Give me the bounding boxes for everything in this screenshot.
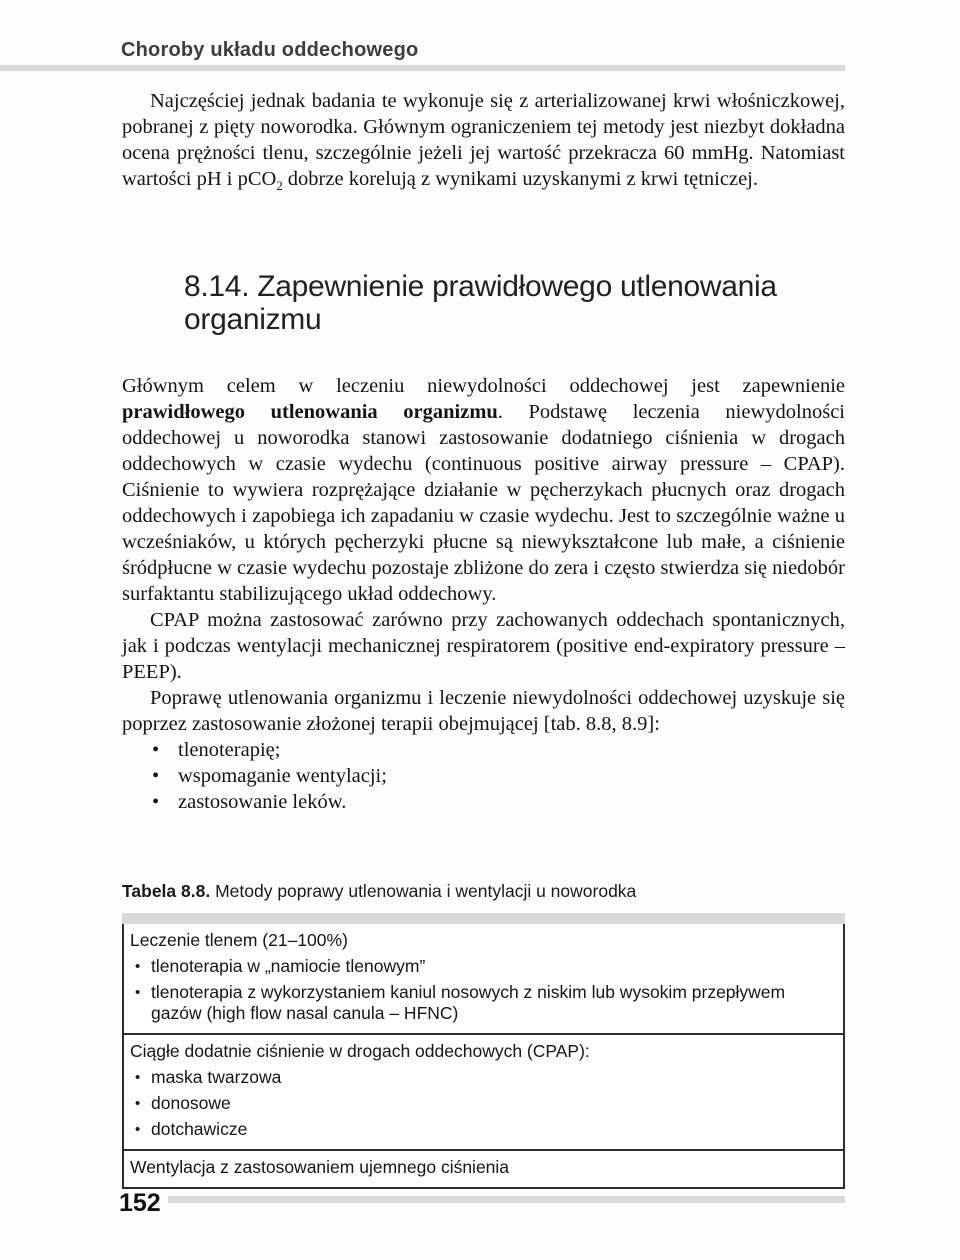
paragraph-text: Najczęściej jednak badania te wykonuje się z arterializowanej krwi włośniczkowej, pobranej z pięty noworodka. Głównym ograniczeniem tej metody jest niezbyt dokładna ocena prężności tlenu, szczególnie jeżeli jej wartość przekracza 60 mmHg. Natomiast wartości pH i pCO — [122, 90, 845, 190]
table-list-item: • donosowe — [130, 1093, 833, 1114]
list-item: • zastosowanie leków. — [122, 789, 845, 815]
paragraph-text: Głównym celem w leczeniu niewydolności oddechowej jest zapewnienie — [122, 375, 845, 397]
table-list-item: • tlenoterapia w „namiocie tlenowym” — [130, 956, 833, 977]
paragraph-text: dobrze korelują z wynikami uzyskanymi z krwi tętniczej. — [282, 168, 758, 190]
table-body — [122, 924, 845, 1189]
section-heading: 8.14. Zapewnienie prawidłowego utlenowania organizmu — [184, 270, 777, 336]
paragraph-text: . Podstawę leczenia niewydolności oddechowej u noworodka stanowi zastosowanie dodatniego ciśnienia w drogach oddechowych w czasie wydechu (continuous positive airway pressure – CPAP). Ciśnienie to wywiera rozprężające działanie w pęcherzykach płucnych oraz drogach oddechowych i zapobiega ich zapadaniu w czasie wydechu. Jest to szczególnie ważne u wcześniaków, u których pęcherzyki płucne są niewykształcone lub małe, a ciśnienie śródpłucne w czasie wydechu pozostaje zbliżone do zera i często stwierdza się niedobór surfaktantu stabilizującego układ oddechowy. — [122, 401, 845, 605]
body-paragraph: Poprawę utlenowania organizmu i leczenie niewydolności oddechowej uzyskuje się poprzez zastosowanie złożonej terapii obejmującej [tab. 8.8, 8.9]: — [122, 687, 845, 735]
body-text-block — [122, 373, 845, 815]
table-row — [124, 1035, 843, 1151]
table-caption — [122, 880, 636, 902]
running-head: Choroby układu oddechowego — [121, 39, 419, 61]
bullet-list — [122, 737, 845, 815]
table-row-list — [130, 1067, 833, 1140]
page-number: 152 — [119, 1189, 161, 1217]
footer-rule — [168, 1196, 845, 1203]
table-caption-label: Tabela 8.8. — [122, 881, 211, 901]
table-caption-text: Metody poprawy utlenowania i wentylacji u noworodka — [215, 881, 637, 901]
table-list-item: • dotchawicze — [130, 1119, 833, 1140]
table-list-item: • maska twarzowa — [130, 1067, 833, 1088]
body-paragraph — [122, 373, 845, 607]
body-paragraph — [122, 88, 845, 199]
body-paragraph: CPAP można zastosować zarówno przy zachowanych oddechach spontanicznych, jak i podczas wentylacji mechanicznej respiratorem (positive end-expiratory pressure – PEEP). — [122, 609, 845, 683]
table-row-title: Leczenie tlenem (21–100%) — [130, 930, 348, 950]
data-table — [122, 913, 845, 1189]
table-list-item: • tlenoterapia z wykorzystaniem kaniul nosowych z niskim lub wysokim przepływem gazów (high flow nasal canula – HFNC) — [130, 982, 833, 1024]
table-row — [124, 924, 843, 1035]
table-row-title: Ciągłe dodatnie ciśnienie w drogach oddechowych (CPAP): — [130, 1041, 590, 1061]
list-item: • tlenoterapię; — [122, 737, 845, 763]
table-row — [124, 1151, 843, 1187]
header-rule — [0, 65, 845, 71]
table-top-bar — [122, 913, 845, 924]
bold-text: prawidłowego utlenowania organizmu — [122, 401, 498, 423]
list-item: • wspomaganie wentylacji; — [122, 763, 845, 789]
table-row-list — [130, 956, 833, 1024]
table-row-title: Wentylacja z zastosowaniem ujemnego ciśnienia — [130, 1157, 510, 1177]
subscript-text: 2 — [276, 179, 283, 194]
